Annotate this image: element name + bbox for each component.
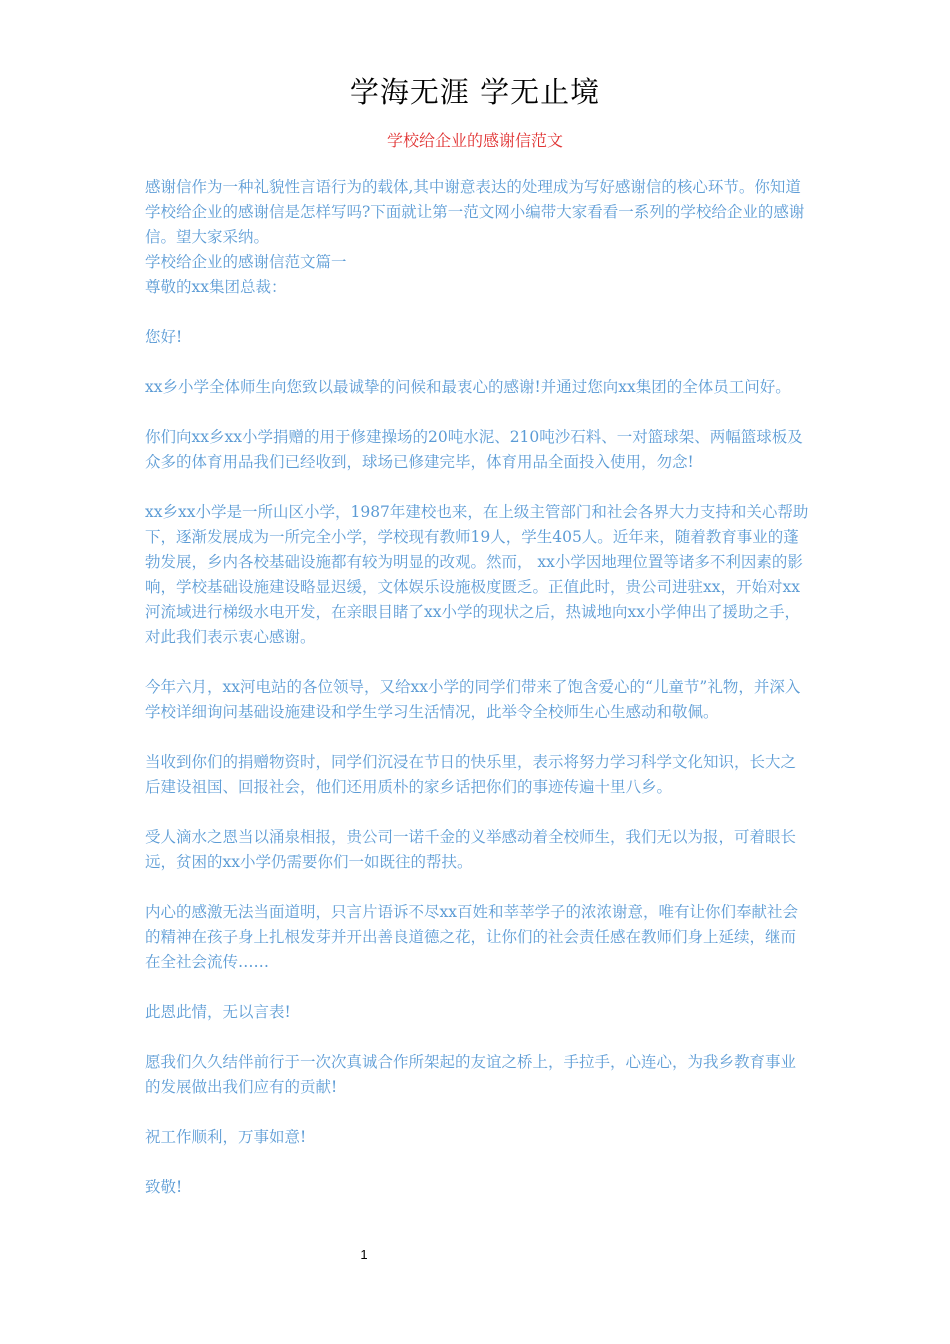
salutation: 尊敬的xx集团总裁：	[145, 278, 287, 296]
closing-wish: 祝工作顺利，万事如意!	[145, 1128, 307, 1146]
body-paragraph: 你们向xx乡xx小学捐赠的用于修建操场的20吨水泥、210吨沙石料、一对篮球架、两幅篮球板及众多的体育用品我们已经收到，球场已修建完毕，体育用品全面投入使用，勿念!	[145, 428, 803, 471]
letter-body	[145, 175, 810, 1200]
body-paragraph: 今年六月，xx河电站的各位领导，又给xx小学的同学们带来了饱含爱心的“儿童节”礼物，并深入学校详细询问基础设施建设和学生学习生活情况，此举令全校师生心生感动和敬佩。	[145, 678, 801, 721]
intro-paragraph: 感谢信作为一种礼貌性言语行为的载体,其中谢意表达的处理成为写好感谢信的核心环节。你知道学校给企业的感谢信是怎样写吗?下面就让第一范文网小编带大家看看一系列的学校给企业的感谢信。望大家采纳。	[145, 178, 805, 246]
body-paragraph: 此恩此情，无以言表!	[145, 1003, 291, 1021]
body-paragraph: 当收到你们的捐赠物资时，同学们沉浸在节日的快乐里，表示将努力学习科学文化知识，长大之后建设祖国、回报社会，他们还用质朴的家乡话把你们的事迹传遍十里八乡。	[145, 753, 797, 796]
body-paragraph: xx乡小学全体师生向您致以最诚挚的问候和最衷心的感谢!并通过您向xx集团的全体员工问好。	[145, 378, 791, 396]
page-header-title: 学海无涯 学无止境	[349, 75, 601, 109]
greeting: 您好!	[145, 328, 183, 346]
closing-salute: 致敬!	[145, 1178, 183, 1196]
body-paragraph: 愿我们久久结伴前行于一次次真诚合作所架起的友谊之桥上，手拉手，心连心，为我乡教育事业的发展做出我们应有的贡献!	[145, 1053, 797, 1096]
document-title: 学校给企业的感谢信范文	[386, 131, 563, 150]
section-heading: 学校给企业的感谢信范文篇一	[145, 253, 347, 271]
body-paragraph: xx乡xx小学是一所山区小学，1987年建校也来，在上级主管部门和社会各界大力支持和关心帮助下，逐渐发展成为一所完全小学，学校现有教师19人，学生405人。近年来，随着教育事业的蓬勃发展，乡内各校基础设施都有较为明显的改观。然而， xx小学因地理位置等诸多不利因素的影响，学校基础设施建设略显迟缓，文体娱乐设施极度匮乏。正值此时，贵公司进驻xx，开始对xx河流域进行梯级水电开发，在亲眼目睹了xx小学的现状之后，热诚地向xx小学伸出了援助之手，对此我们表示衷心感谢。	[145, 503, 809, 646]
page-number: 1	[360, 1247, 368, 1262]
body-paragraph: 受人滴水之恩当以涌泉相报，贵公司一诺千金的义举感动着全校师生，我们无以为报，可着眼长远，贫困的xx小学仍需要你们一如既往的帮扶。	[145, 828, 797, 871]
body-paragraph: 内心的感激无法当面道明，只言片语诉不尽xx百姓和莘莘学子的浓浓谢意，唯有让你们奉献社会的精神在孩子身上扎根发芽并开出善良道德之花，让你们的社会责任感在教师们身上延续，继而在全社会流传……	[145, 903, 798, 971]
